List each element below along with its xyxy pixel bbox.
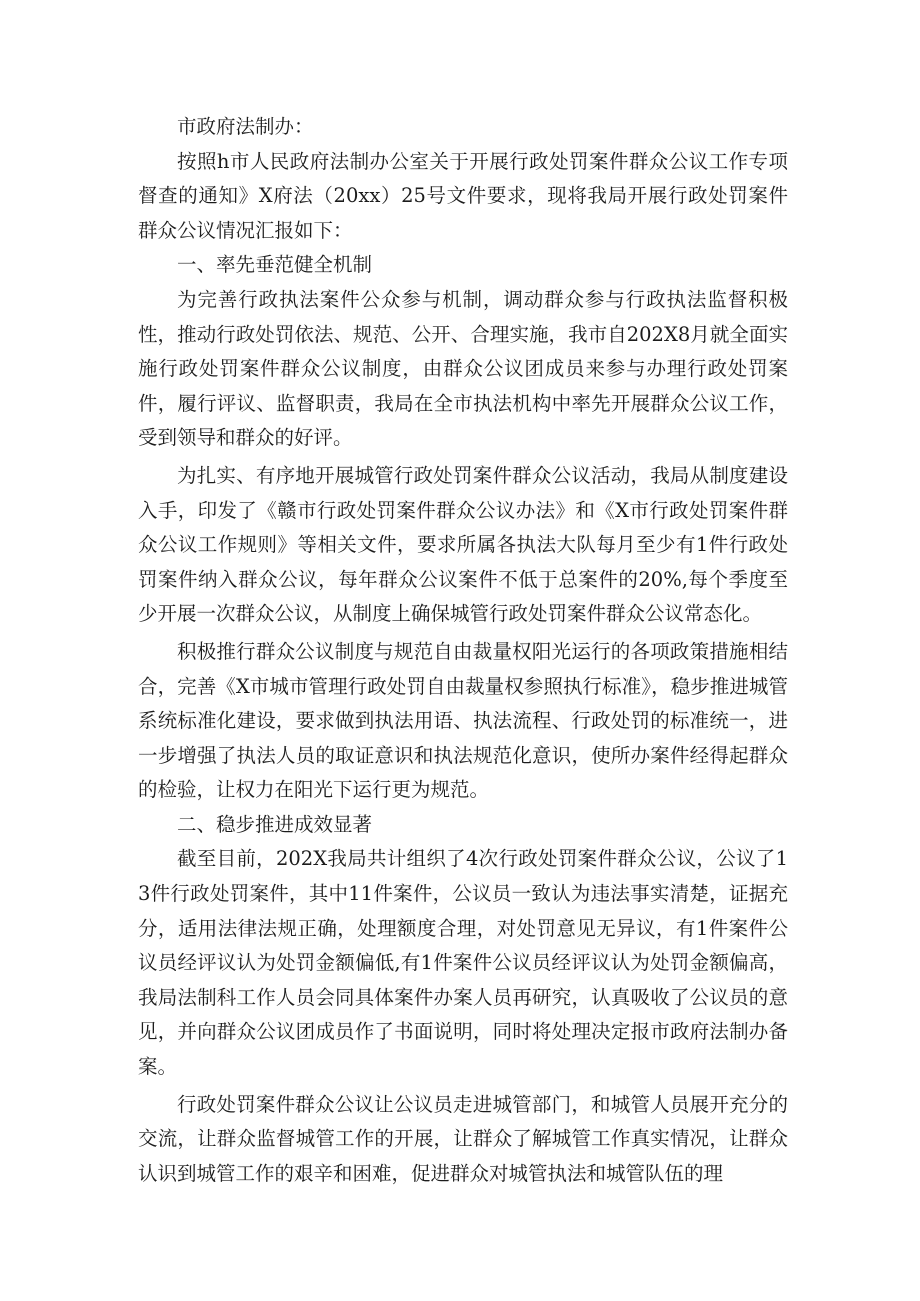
paragraph-3: 积极推行群众公议制度与规范自由裁量权阳光运行的各项政策措施相结合，完善《X市城市管理行政处罚自由裁量权参照执行标准》，稳步推进城管系统标准化建设，要求做到执法用语、执法流程、行政处罚的标准统一，进一步增强了执法人员的取证意识和执法规范化意识，使所办案件经得起群众的检验，让权力在阳光下运行更为规范。 bbox=[138, 639, 788, 802]
document-body bbox=[138, 110, 788, 1191]
section-heading-1: 一、率先垂范健全机制 bbox=[177, 253, 373, 277]
salutation: 市政府法制办： bbox=[177, 115, 314, 138]
section-heading-2: 二、稳步推进成效显著 bbox=[177, 812, 373, 836]
paragraph-2: 为扎实、有序地开展城管行政处罚案件群众公议活动，我局从制度建设入手，印发了《赣市行政处罚案件群众公议办法》和《X市行政处罚案件群众公议工作规则》等相关文件，要求所属各执法大队每月至少有1件行政处罚案件纳入群众公议，每年群众公议案件不低于总案件的20%,每个季度至少开展一次群众公议，从制度上确保城管行政处罚案件群众公议常态化。 bbox=[138, 463, 788, 626]
intro-paragraph: 按照h市人民政府法制办公室关于开展行政处罚案件群众公议工作专项督查的通知》X府法（20xx）25号文件要求，现将我局开展行政处罚案件群众公议情况汇报如下： bbox=[138, 149, 788, 242]
paragraph-4: 截至目前，202X我局共计组织了4次行政处罚案件群众公议，公议了13件行政处罚案件，其中11件案件，公议员一致认为违法事实清楚，证据充分，适用法律法规正确，处理额度合理，对处罚意见无异议，有1件案件公议员经评议认为处罚金额偏低,有1件案件公议员经评议认为处罚金额偏高，我局法制科工作人员会同具体案件办案人员再研究，认真吸收了公议员的意见，并向群众公议团成员作了书面说明，同时将处理决定报市政府法制办备案。 bbox=[138, 847, 788, 1079]
paragraph-1: 为完善行政执法案件公众参与机制，调动群众参与行政执法监督积极性，推动行政处罚依法、规范、公开、合理实施，我市自202X8月就全面实施行政处罚案件群众公议制度，由群众公议团成员来参与办理行政处罚案件，履行评议、监督职责，我局在全市执法机构中率先开展群众公议工作，受到领导和群众的好评。 bbox=[138, 287, 788, 450]
paragraph-5: 行政处罚案件群众公议让公议员走进城管部门，和城管人员展开充分的交流，让群众监督城管工作的开展，让群众了解城管工作真实情况，让群众认识到城管工作的艰辛和困难，促进群众对城管执法和城管队伍的理 bbox=[138, 1092, 788, 1185]
